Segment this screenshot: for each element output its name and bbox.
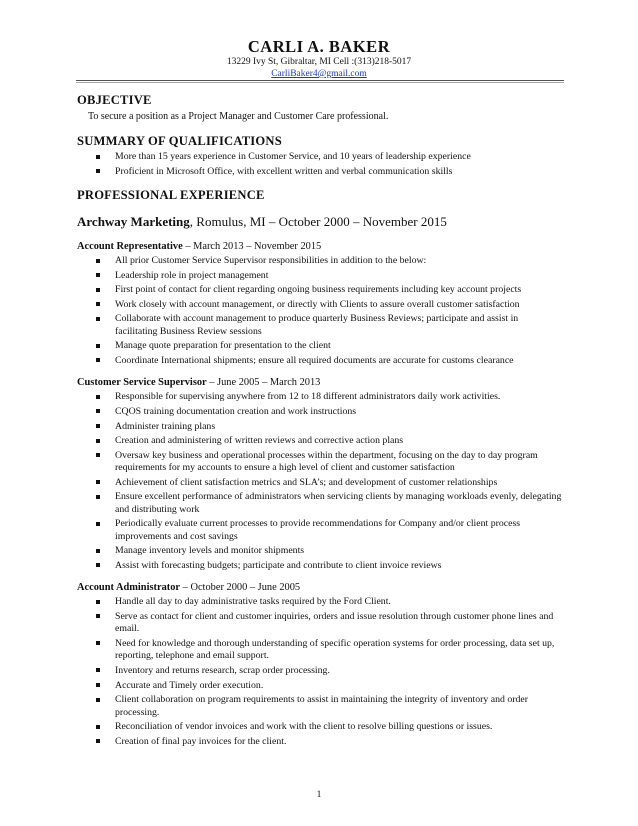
list-item: CQOS training documentation creation and work instructions — [77, 406, 563, 418]
summary-section — [77, 134, 563, 178]
resume-header — [0, 38, 638, 80]
role-title: Account Representative — [77, 241, 183, 252]
bullet-icon — [96, 725, 100, 729]
role-title-line — [77, 376, 563, 389]
contact-line: 13229 Ivy St, Gibraltar, MI Cell :(313)218-5017 — [226, 57, 412, 67]
list-item: Leadership role in project management — [77, 270, 563, 282]
list-item: Responsible for supervising anywhere from 12 to 18 different administrators daily work activities. — [77, 391, 563, 403]
bullet-icon — [96, 395, 100, 399]
list-item: Need for knowledge and thorough understanding of specific operation systems for order processing, data set up, reporting, telephone and email support. — [77, 638, 563, 663]
bullet-icon — [96, 739, 100, 743]
role-customer-service-supervisor — [77, 376, 563, 572]
bullet-icon — [96, 358, 100, 362]
list-item: Oversaw key business and operational processes within the department, focusing on the day to day program requirements for my accounts to ensure a high level of client and customer satisfaction — [77, 450, 563, 475]
role-title-line — [77, 581, 563, 594]
list-item: Ensure excellent performance of administrators when servicing clients by managing workloads evenly, delegating and distributing work — [77, 491, 563, 516]
list-item: Client collaboration on program requirements to assist in maintaining the integrity of inventory and order processing. — [77, 694, 563, 719]
experience-section — [77, 188, 563, 748]
bullet-icon — [96, 522, 100, 526]
bullet-icon — [96, 600, 100, 604]
bullet-icon — [96, 480, 100, 484]
company-location-dates: , Romulus, MI – October 2000 – November 2015 — [189, 214, 447, 229]
experience-heading: PROFESSIONAL EXPERIENCE — [77, 188, 265, 202]
role-duties-list — [77, 596, 563, 748]
bullet-icon — [96, 302, 100, 306]
role-account-representative — [77, 240, 563, 367]
header-divider — [76, 80, 564, 83]
list-item: Collaborate with account management to produce quarterly Business Reviews; participate and assist in facilitating Business Review sessions — [77, 313, 563, 338]
bullet-icon — [96, 288, 100, 292]
bullet-icon — [96, 155, 100, 159]
role-title: Customer Service Supervisor — [77, 377, 207, 389]
list-item: Reconciliation of vendor invoices and work with the client to resolve billing questions or issues. — [77, 721, 563, 733]
list-item: Serve as contact for client and customer inquiries, orders and issue resolution through customer phone lines and email. — [77, 611, 563, 636]
bullet-icon — [96, 453, 100, 457]
list-item: First point of contact for client regarding ongoing business requirements including key account projects — [77, 284, 563, 296]
company-name: Archway Marketing — [77, 214, 190, 229]
role-dates: – October 2000 – June 2005 — [180, 582, 301, 594]
role-title-line — [77, 240, 563, 253]
bullet-icon — [96, 273, 100, 277]
bullet-icon — [96, 317, 100, 321]
list-item: More than 15 years experience in Customer Service, and 10 years of leadership experience — [77, 151, 563, 163]
bullet-icon — [96, 563, 100, 567]
role-duties-list — [77, 255, 563, 367]
resume-body — [77, 93, 563, 750]
email-link[interactable]: CarliBaker4@gmail.com — [271, 69, 367, 79]
list-item: Creation and administering of written reviews and corrective action plans — [77, 435, 563, 447]
list-item: Proficient in Microsoft Office, with excellent written and verbal communication skills — [77, 166, 563, 178]
role-account-administrator — [77, 581, 563, 748]
list-item: Handle all day to day administrative tasks required by the Ford Client. — [77, 596, 563, 608]
list-item: Manage inventory levels and monitor shipments — [77, 545, 563, 557]
role-title: Account Administrator — [77, 582, 181, 594]
summary-heading: SUMMARY OF QUALIFICATIONS — [77, 134, 282, 148]
list-item: Creation of final pay invoices for the client. — [77, 736, 563, 748]
bullet-icon — [96, 424, 100, 428]
list-item: Accurate and Timely order execution. — [77, 680, 563, 692]
objective-text: To secure a position as a Project Manager and Customer Care professional. — [88, 111, 389, 122]
role-duties-list — [77, 391, 563, 572]
bullet-icon — [96, 344, 100, 348]
objective-heading: OBJECTIVE — [77, 93, 152, 107]
bullet-icon — [96, 169, 100, 173]
bullet-icon — [96, 698, 100, 702]
bullet-icon — [96, 614, 100, 618]
bullet-icon — [96, 495, 100, 499]
list-item: Administer training plans — [77, 421, 563, 433]
list-item: Achievement of client satisfaction metrics and SLA’s; and development of customer relationships — [77, 477, 563, 489]
bullet-icon — [96, 668, 100, 672]
bullet-icon — [96, 641, 100, 645]
company-line — [77, 214, 563, 230]
list-item: Periodically evaluate current processes to provide recommendations for Company and/or client process improvements and cost savings — [77, 518, 563, 543]
objective-section — [77, 93, 563, 123]
bullet-icon — [96, 683, 100, 687]
page-number: 1 — [316, 790, 322, 800]
list-item: Inventory and returns research, scrap order processing. — [77, 665, 563, 677]
bullet-icon — [96, 549, 100, 553]
list-item: Assist with forecasting budgets; participate and contribute to client invoice reviews — [77, 560, 563, 572]
role-dates: – March 2013 – November 2015 — [182, 241, 322, 252]
list-item: Work closely with account management, or directly with Clients to assure overall customer satisfaction — [77, 299, 563, 311]
candidate-name: CARLI A. BAKER — [247, 37, 391, 56]
bullet-icon — [96, 409, 100, 413]
list-item: Manage quote preparation for presentation to the client — [77, 340, 563, 352]
bullet-icon — [96, 439, 100, 443]
summary-list — [77, 151, 563, 178]
role-dates: – June 2005 – March 2013 — [206, 377, 321, 389]
list-item: Coordinate International shipments; ensure all required documents are accurate for customs clearance — [77, 355, 563, 367]
bullet-icon — [96, 259, 100, 263]
list-item: All prior Customer Service Supervisor responsibilities in addition to the below: — [77, 255, 563, 267]
